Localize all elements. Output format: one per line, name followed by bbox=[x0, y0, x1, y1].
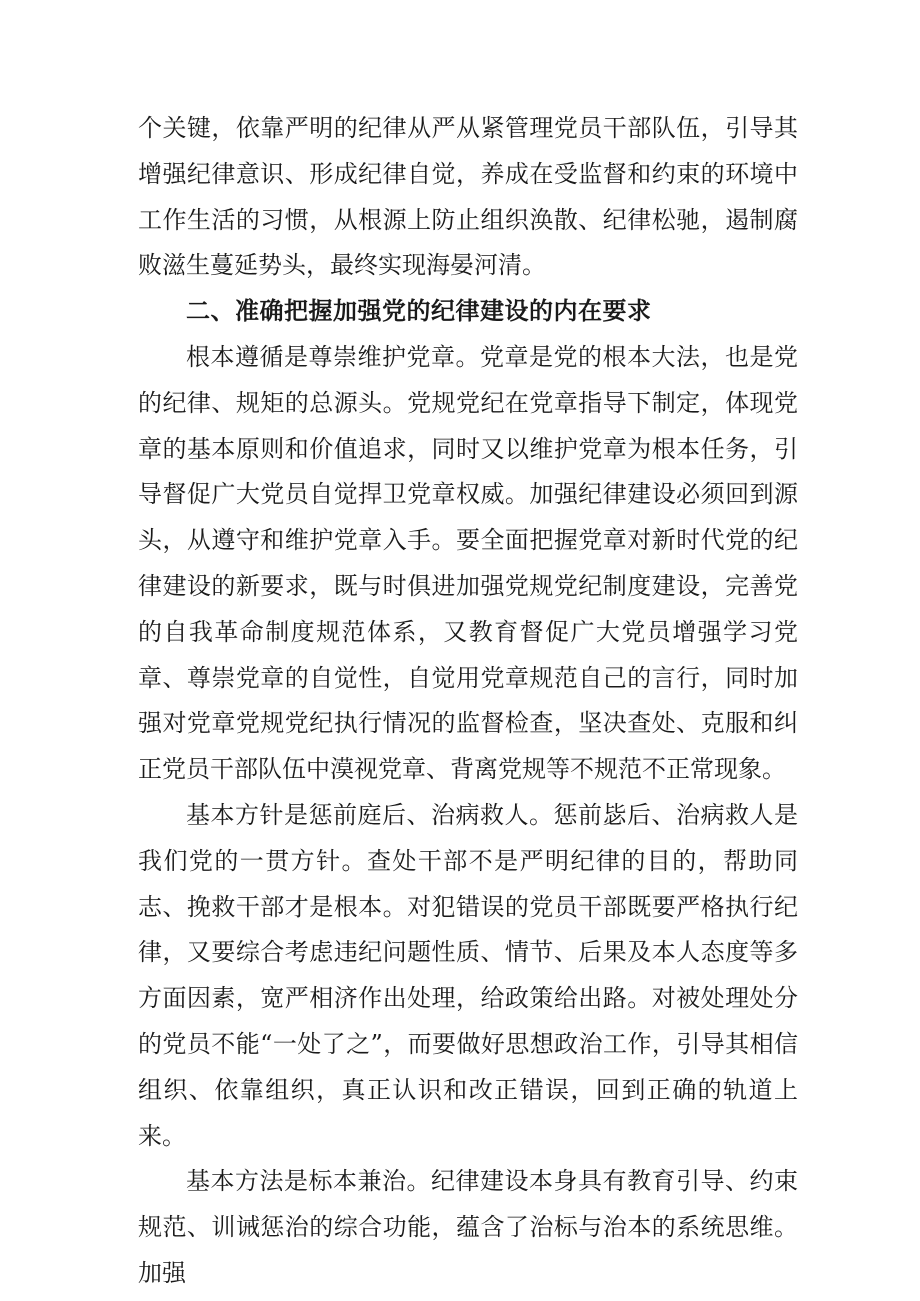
paragraph-basic-method: 基本方法是标本兼治。纪律建设本身具有教育引导、约束规范、训诫惩治的综合功能，蕴含了治标与治本的系统思维。加强 bbox=[138, 1167, 798, 1287]
section-heading: 二、准确把握加强党的纪律建设的内在要求 bbox=[186, 297, 652, 326]
paragraph-continuation: 个关键，依靠严明的纪律从严从紧管理党员干部队伍，引导其增强纪律意识、形成纪律自觉，养成在受监督和约束的环境中工作生活的习惯，从根源上防止组织涣散、纪律松驰，遏制腐败滋生蔓延势头，最终实现海晏河清。 bbox=[138, 114, 798, 280]
document-body bbox=[138, 106, 798, 1297]
paragraph-basic-policy: 基本方针是惩前庭后、治病救人。惩前毖后、治病救人是我们党的一贯方针。查处干部不是严明纪律的目的，帮助同志、挽救干部才是根本。对犯错误的党员干部既要严格执行纪律，又要综合考虑违纪问题性质、情节、后果及本人态度等多方面因素，宽严相济作出处理，给政策给出路。对被处理处分的党员不能“一处了之”，而要做好思想政治工作，引导其相信组织、依靠组织，真正认识和改正错误，回到正确的轨道上来。 bbox=[138, 800, 798, 1150]
paragraph-party-constitution: 根本遵循是尊崇维护党章。党章是党的根本大法，也是党的纪律、规矩的总源头。党规党纪在党章指导下制定，体现党章的基本原则和价值追求，同时又以维护党章为根本任务，引导督促广大党员自觉捍卫党章权威。加强纪律建设必须回到源头，从遵守和维护党章入手。要全面把握党章对新时代党的纪律建设的新要求，既与时俱进加强党规党纪制度建设，完善党的自我革命制度规范体系，又教育督促广大党员增强学习党章、尊崇党章的自觉性，自觉用党章规范自己的言行，同时加强对党章党规党纪执行情况的监督检查，坚决查处、克服和纠正党员干部队伍中漠视党章、背离党规等不规范不正常现象。 bbox=[138, 342, 798, 784]
